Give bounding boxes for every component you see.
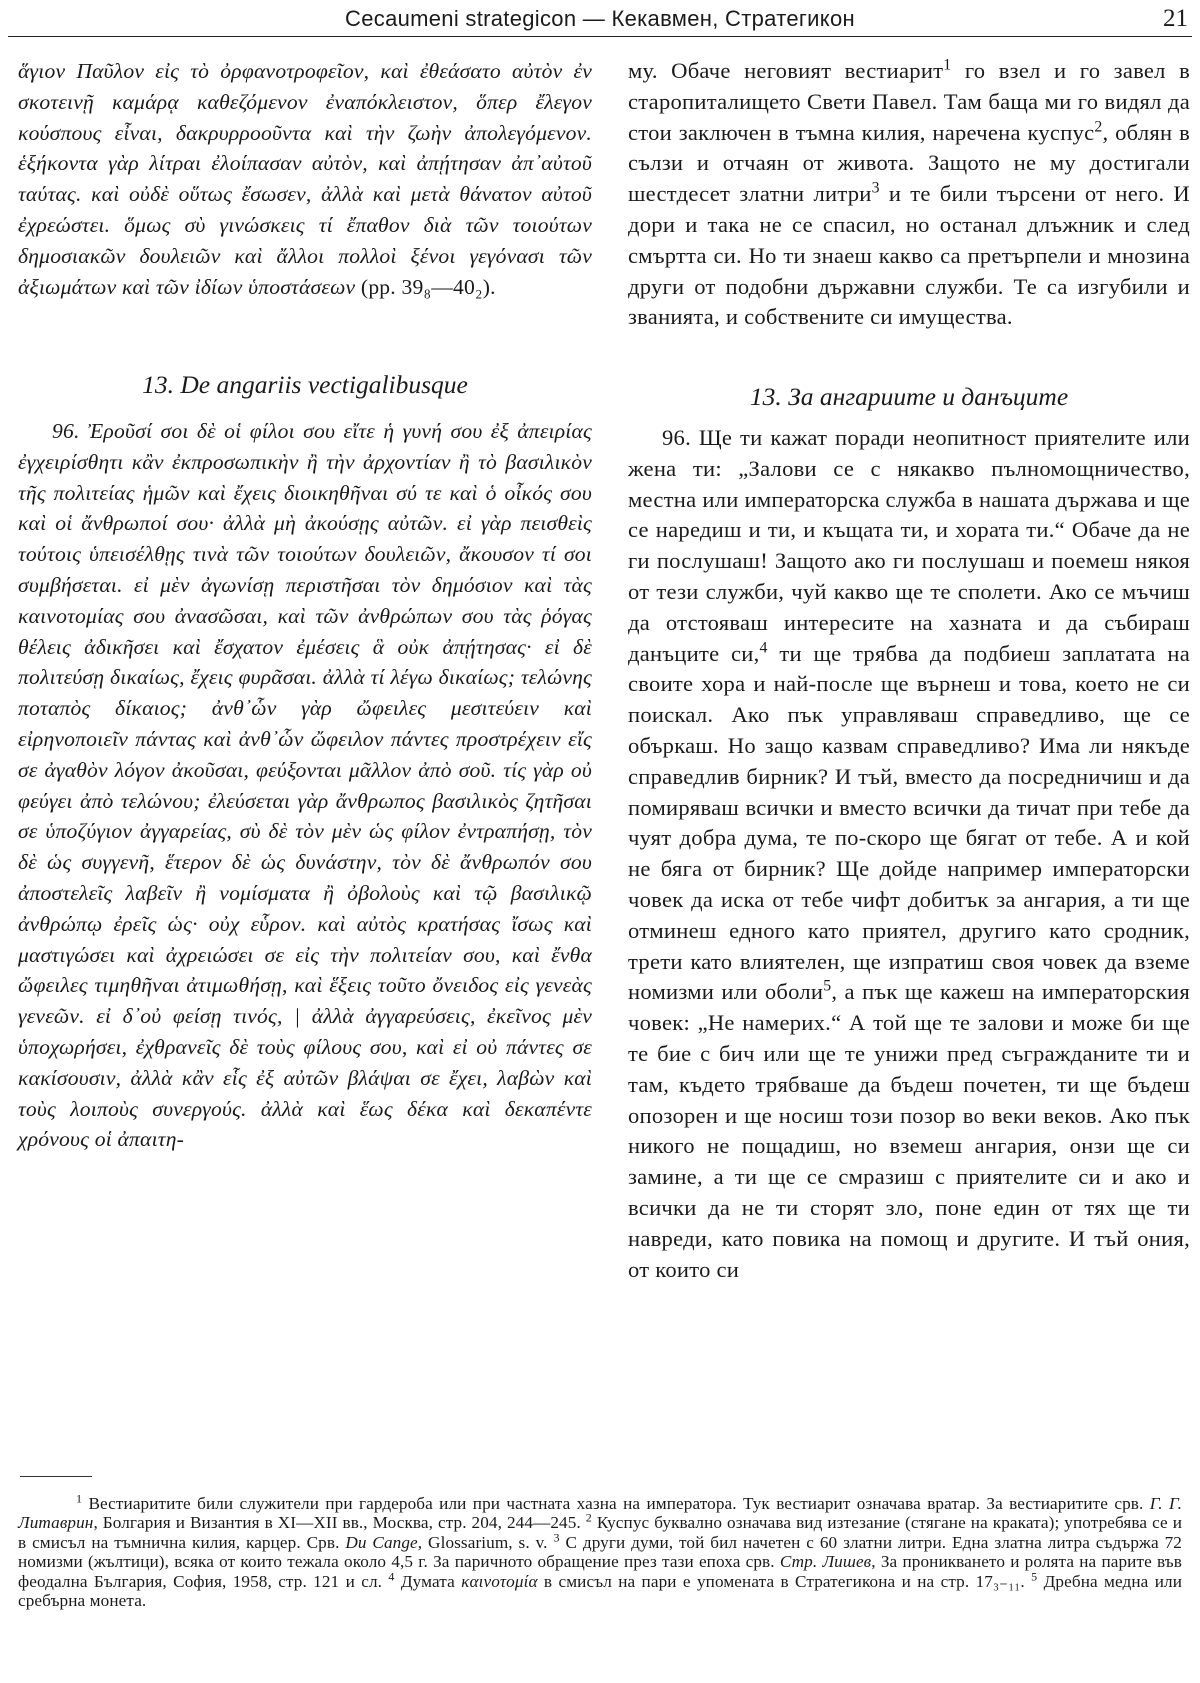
footnote-ref-2: 2 <box>1094 118 1103 136</box>
bulgarian-paragraph-1 <box>628 56 1190 333</box>
footnote-ref-5: 5 <box>823 977 832 995</box>
bg-p1-text-a: му. Обаче неговият вестиарит <box>628 58 944 83</box>
footnote-1-text-a: Вестиаритите били служители при гардероба или при частната хазна на императора. Тук вестиарит означава вратар. За вестиаритите срв. <box>82 1494 1150 1513</box>
page-number: 21 <box>1163 5 1188 32</box>
footnote-ref-4: 4 <box>759 639 768 657</box>
footnote-4-text-b: в смисъл на пари е упомената в Стратегикона и на стр. 17₃₋₁₁. <box>537 1571 1032 1591</box>
footnote-4-number: 4 <box>388 1568 395 1583</box>
footnote-ref-1: 1 <box>943 56 952 74</box>
footnote-ref-3: 3 <box>871 179 880 197</box>
bg-p1-text-d: и те били търсени от него. И дори и така не се спасил, но останал длъжник и след смъртта си. Но ти знаеш какво са претърпели и мнозина други от подобни държавни служби. Те са изгубили и званията, и собствените си имущества. <box>628 181 1190 330</box>
bg-p1-text-b: го взел и го завел в старопиталището Свети Павел. Там баща ми го видял да стои заключен в тъмна килия, наречена куспус <box>628 58 1191 145</box>
bg-p2-text-a: 96. Ще ти кажат поради неопитност приятелите или жена ти: „Залови се с някакво пълномощничество, местна или императорска служба в нашата държава и ще се наредиш и ти, и къщата ти, и хората ти.“ Обаче да не ги послушаш! Защото ако ги послушаш и поемеш някоя от тези служби, чуй какво ще те сполети. Ако се мъчиш да отстояваш интересите на хазната и да събираш данъците си, <box>628 425 1190 666</box>
greek-page-reference: (pp. 39₈—40₂). <box>360 274 496 299</box>
bg-p2-text-b: ти ще трябва да подбиеш заплатата на своите хора и най-после ще върнеш и това, което не си поискал. Ако пък управляваш справедливо, ще се объркаш. Но защо казвам справедливо? Има ли някъде справедлив бирник? И тъй, вместо да посредничиш и да помиряваш всички и вместо всички да тичат при тебе да чуят добра дума, те по-скоро ще бягат от тебе. А и кой не бяга от бирник? Ще дойде например императорски човек да иска от тебе чифт добитък за ангария, а ти ще отминеш едного като приятел, другиго като сродник, трети като влиятелен, ще изпратиш своя човек да вземе номизми или оболи <box>628 640 1190 1005</box>
bg-p2-text-c: , а пък ще кажеш на императорския човек: „Не намерих.“ А той ще те залови и може би ще те бие с бич или ще те унижи пред съгражданите ти и там, където трябваше да бъдеш почетен, ти ще бъдеш опозорен и ще носиш този позор во веки веков. Ако пък никого не пощадиш, но вземеш ангария, онзи ще си замине, а ти ще се смразиш с приятелите си и ако и всички да не ти сторят зло, поне един от тях ще ти навреди, като повика на помощ и другите. И тъй ония, от които си <box>628 979 1190 1282</box>
footnote-1-author: Г. Г. Литаврин <box>18 1494 1183 1533</box>
greek-paragraph-2: 96. Ἐροῦσί σοι δὲ οἱ φίλοι σου εἴτε ἡ γυνή σου ἐξ ἀπειρίας ἐγχειρίσθητι κἂν ἐκπροσωπικὴν ἢ τὴν ἀρχοντίαν ἢ τὸ βασιλικὸν τῆς πολιτείας ἡμῶν καὶ ἔχεις διοικηθῆναι σύ τε καὶ ὁ οἶκός σου καὶ οἱ ἄνθρωποί σου· ἀλλὰ μὴ ἀκούσῃς αὐτῶν. εἰ γὰρ πεισθεὶς τούτοις ὑπεισέλθῃς τινὰ τῶν τοιούτων δουλειῶν, ἄκουσον τί σοι συμβήσεται. εἰ μὲν ἀγωνίσῃ περιστῆσαι τὸν δημόσιον καὶ τὰς καινοτομίας σου ἀνασῶσαι, καὶ τῶν ἀνθρώπων σου τὰς ῥόγας θέλεις ἀδικῆσει καὶ ἔσχατον ἐμέσεις ἃ οὐκ ἀπῄτησας· εἰ δὲ πολιτεύσῃ δικαίως, ἔχεις φυρᾶσαι. ἀλλὰ τί λέγω δικαίως; τελώνης ποταπὸς δίκαιος; ἀνθ᾽ὧν γὰρ ὤφειλες μεσιτεύειν καὶ εἰρηνοποιεῖν πάντας καὶ ἀνθ᾽ὧν ὤφειλον πάντες προστρέχειν εἴς σε ἀγαθὸν λόγον ἀκοῦσαι, φεύξονται μᾶλλον ἀπὸ σοῦ. τίς γὰρ οὐ φεύγει ἀπὸ τελώνου; ἐλεύσεται γὰρ ἄνθρωπος βασιλικὸς ζητῆσαι σε ὑποζύγιον ἀγγαρείας, σὺ δὲ τὸν μὲν ὡς φίλον ἐντραπήσῃ, τὸν δὲ ὡς συγγενῆ, ἕτερον δὲ ὡς δυνάστην, τὸν δὲ ἄνθρωπόν σου ἀποστελεῖς λαβεῖν ἢ νομίσματα ἢ ὀβολοὺς καὶ τῷ βασιλικῷ ἀνθρώπῳ ἐρεῖς ὡς· οὐχ εὗρον. καὶ αὐτὸς κρατήσας ἴσως καὶ μαστιγώσει καὶ ἀχρειώσει σε εἰς τὴν πολιτείαν σου, καὶ ἔνθα ὤφειλες τιμηθῆναι ἀτιμωθήσῃ, καὶ ἕξεις τοῦτο ὄνειδος εἰς γενεὰς γενεῶν. εἰ δ᾽οὐ φείσῃ τινός, | ἀλλὰ ἀγγαρεύσεις, ἐκεῖνος μὲν ὑποχωρήσει, ἐχθρανεῖς δὲ τοὺς φίλους σου, καὶ εἰ οὐ πάντες σε κακίσουσιν, ἀλλὰ κἂν εἷς ἐξ αὐτῶν βλάψαι σε ἔχει, λαβὼν καὶ τοὺς λοιποὺς συνεργούς. ἀλλὰ καὶ ἕως δέκα καὶ δεκαπέντε χρόνους οἱ ἀπαιτη- <box>18 419 592 1152</box>
footnote-4-term: καινοτομία <box>461 1571 538 1591</box>
bg-p1-text-c: , облян в сълзи и отчаян от живота. Защото не му достигали шестдесет златни литри <box>628 119 1190 207</box>
footnote-5-number: 5 <box>1031 1568 1038 1583</box>
footnote-block <box>18 1491 1183 1611</box>
footnote-2-number: 2 <box>585 1510 592 1525</box>
greek-section-title: 13. De angariis vectigalibusque <box>142 370 468 399</box>
footnote-1-number: 1 <box>76 1491 83 1506</box>
footnote-3-text-b: , За проникването и ролята на парите във феодална България, София, 1958, стр. 121 и сл. <box>18 1552 1182 1591</box>
footnote-2-text-a: Куспус буквално означава вид изтезание (стягане на краката); употребява се и в смисъл на тъмнична килия, карцер. Срв. <box>18 1513 1182 1552</box>
footnotes <box>18 1491 1183 1611</box>
footnote-3-number: 3 <box>553 1530 560 1545</box>
running-title: Cecaumeni strategicon — Кекавмен, Стратегикон <box>345 6 855 31</box>
footnote-rule <box>20 1476 92 1477</box>
footnote-2-author: Du Cange <box>345 1532 418 1552</box>
bulgarian-section-title: 13. За ангариите и данъците <box>749 382 1069 411</box>
footnote-3-author: Стр. Лишев <box>779 1552 872 1572</box>
greek-paragraph-1 <box>18 56 592 302</box>
footnote-4-text-a: Думата <box>394 1571 462 1591</box>
footnote-3-text-a: С други думи, той бил начетен с 60 златни литри. Една златна литра съдържа 72 номизми (жълтици), всяка от които тежала около 4,5 г. За паричното обращение през тази епоха срв. <box>18 1532 1183 1572</box>
footnote-5-text: Дребна медна или сребърна монета. <box>18 1571 1183 1611</box>
footnote-1-text-b: , Болгария и Византия в XI—XII вв., Москва, стр. 204, 244—245. <box>93 1513 586 1533</box>
greek-paragraph-1-text: ἅγιον Παῦλον εἰς τὸ ὀρφανοτροφεῖον, καὶ ἐθεάσατο αὐτὸν ἐν σκοτεινῇ καμάρᾳ καθεζόμενον ἐναπόκλειστον, ὅπερ ἔλεγον κούσπους εἶναι, δακρυρροοῦντα καὶ τὴν ζωὴν ἀπολεγόμενον. ἑξήκοντα γὰρ λίτραι ἐλοίπασαν αὐτὸν, καὶ ἀπῄτησαν ἀπ᾽αὐτοῦ ταύτας. καὶ οὐδὲ οὕτως ἔσωσεν, ἀλλὰ καὶ μετὰ θάνατον αὐτοῦ ἐχρεώστει. ὅμως σὺ γινώσκεις τί ἔπαθον διὰ τῶν τοιούτων δημοσιακῶν δουλειῶν καὶ ἄλλοι πολλοὶ ξένοι γεγόνασι τῶν ἀξιωμάτων καὶ τῶν ἰδίων ὑποστάσεων <box>18 59 592 299</box>
bulgarian-paragraph-2 <box>628 423 1190 1285</box>
footnote-2-text-b: , Glossarium, s. v. <box>417 1532 554 1552</box>
running-header <box>8 4 1192 37</box>
